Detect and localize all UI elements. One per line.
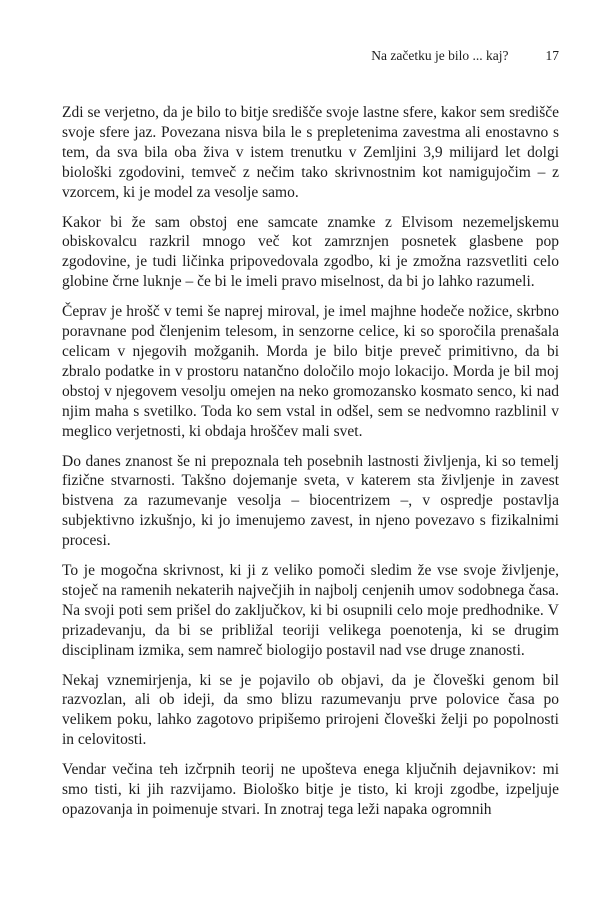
- body-paragraph: Kakor bi že sam obstoj ene samcate znamke z Elvisom nezemeljskemu obiskovalcu razkril mnogo več kot zamrznjen posnetek glasbene pop zgodovine, je tudi ličinka pripovedovala zgodbo, ki je zmožna razsvetliti celo globine črne luknje – če bi le imeli pravo miselnost, da bi jo lahko razumeli.: [62, 213, 559, 291]
- body-paragraph: Nekaj vznemirjenja, ki se je pojavilo ob objavi, da je človeški genom bil razvozlan, ali ob ideji, da smo blizu razumevanju prve polovice časa po velikem poku, lahko zagotovo pripišemo prirojeni človeški želji po popolnosti in celovitosti.: [62, 671, 559, 749]
- running-title: Na začetku je bilo ... kaj?: [371, 48, 509, 63]
- body-paragraph: Do danes znanost še ni prepoznala teh posebnih lastnosti življenja, ki so temelj fizične stvarnosti. Takšno dojemanje sveta, v katerem sta življenje in zavest bistvena za razumevanje vesolja – biocentrizem –, v ospredje postavlja subjektivno izkušnjo, ki jo imenujemo zavest, in njeno povezavo s fizikalnimi procesi.: [62, 452, 559, 550]
- page-header: [62, 48, 559, 64]
- body-paragraph: To je mogočna skrivnost, ki ji z veliko pomoči sledim že vse svoje življenje, stoječ na ramenih nekaterih največjih in najbolj cenjenih umov sodobnega časa. Na svoji poti sem prišel do zaključkov, ki bi osupnili celo moje predhodnike. V prizadevanju, da bi se približal teoriji velikega poenotenja, ki se drugim disciplinam izmika, sem namreč biologijo postavil nad vse druge znanosti.: [62, 562, 559, 659]
- page-number: 17: [545, 48, 559, 63]
- body-paragraph: Zdi se verjetno, da je bilo to bitje središče svoje lastne sfere, kakor sem središče svoje sfere jaz. Povezana nisva bila le s prepletenima zavestma ali enostavno s tem, da sva bila oba živa v istem trenutku v Zemljini 3,9 milijard let dolgi biološki zgodovini, temveč z nečim tako skrivnostnim kot namigujočim – z vzorcem, ki je model za vesolje samo.: [62, 104, 559, 201]
- body-paragraph: Čeprav je hrošč v temi še naprej miroval, je imel majhne hodeče nožice, skrbno poravnane pod členjenim telesom, in senzorne celice, ki so sporočila prenašala celicam v njegovih možganih. Morda je bilo bitje preveč primitivno, da bi zbralo podatke in v prostoru natančno določilo mojo lokacijo. Morda je bil moj obstoj v njegovem vesolju omejen na neko gromozansko kosmato senco, ki nad njim maha s svetilko. Toda ko sem vstal in odšel, sem se nedvomno razblinil v meglico verjetnosti, ki obdaja hroščev mali svet.: [62, 303, 559, 440]
- body-paragraph: Vendar večina teh izčrpnih teorij ne upošteva enega ključnih dejavnikov: mi smo tisti, ki jih razvijamo. Biološko bitje je tisto, ki kroji zgodbe, izpeljuje opazovanja in poimenuje stvari. In znotraj tega leži napaka ogromnih: [62, 761, 559, 818]
- page-body: [62, 103, 559, 820]
